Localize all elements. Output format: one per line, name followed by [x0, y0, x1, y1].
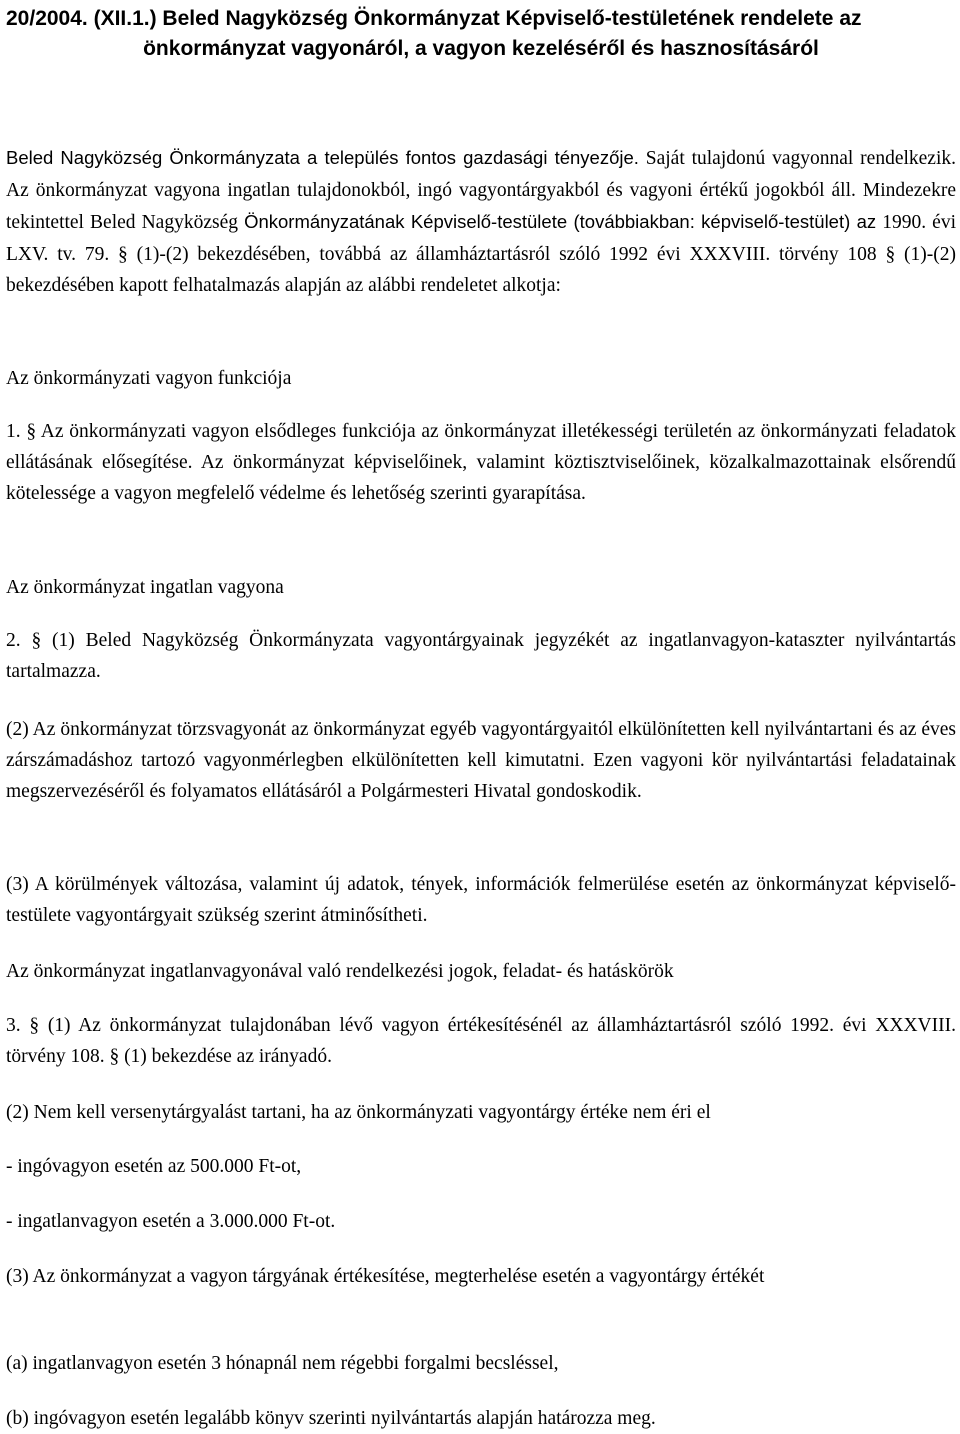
preamble-serif-1: Saját tulajdonú vagyonnal rendelkezik. — [638, 148, 956, 169]
section-2-paragraph-2: (2) Az önkormányzat törzsvagyonát az önkormányzat egyéb vagyontárgyaitól elkülönítetten kell nyilvántartani és az éves zárszámadáshoz tartozó vagyonmérlegben elkülönítetten kell kimutatni. Ezen vagyoni kör nyilvántartási feladatainak megszervezéséről és folyamatos ellátásáról a Polgármesteri Hivatal gondoskodik. — [6, 719, 956, 802]
section-3-paragraph-2: (2) Nem kell versenytárgyalást tartani, ha az önkormányzati vagyontárgy értéke nem éri el — [6, 1102, 711, 1123]
preamble-serif-4: 1990. évi LXV. tv. 79. § (1)-(2) bekezdésében, továbbá az államháztartásról szóló 1992 évi XXXVIII. törvény 108 § (1)-(2) bekezdésében kapott felhatalmazás alapján az alábbi rendeletet alkotja: — [6, 212, 957, 297]
section-heading-1: Az önkormányzati vagyon funkciója — [6, 368, 292, 389]
sub-item-b: (b) ingóvagyon esetén legalább könyv szerinti nyilvántartás alapján határozza meg. — [6, 1408, 656, 1429]
title-line-1: 20/2004. (XII.1.) Beled Nagyközség Önkormányzat Képviselő-testületének rendelete az — [6, 7, 862, 30]
section-3-paragraph-1: 3. § (1) Az önkormányzat tulajdonában lévő vagyon értékesítésénél az államháztartásról szóló 1992. évi XXXVIII. törvény 108. § (1) bekezdése az irányadó. — [6, 1015, 956, 1067]
section-2-paragraph-3: (3) A körülmények változása, valamint új adatok, tények, információk felmerülése esetén az önkormányzat képviselő-testülete vagyontárgyait szükség szerint átminősítheti. — [6, 874, 956, 926]
section-heading-3: Az önkormányzat ingatlanvagyonával való rendelkezési jogok, feladat- és hatáskörök — [6, 961, 674, 982]
preamble-serif-2: Az önkormányzat vagyona ingatlan tulajdonokból, ingó vagyontárgyakból és vagyoni értékű jogokból áll. — [6, 179, 856, 201]
section-heading-2: Az önkormányzat ingatlan vagyona — [6, 577, 284, 598]
list-item-ingatlan: - ingatlanvagyon esetén a 3.000.000 Ft-ot. — [6, 1211, 336, 1232]
section-3-paragraph-3: (3) Az önkormányzat a vagyon tárgyának értékesítése, megterhelése esetén a vagyontárgy értékét — [6, 1266, 765, 1287]
section-1-paragraph: 1. § Az önkormányzati vagyon elsődleges funkciója az önkormányzat illetékességi területén az önkormányzati feladatok ellátásának elősegítése. Az önkormányzat képviselőinek, valamint köztisztviselőinek, közalkalmazottainak elsőrendű kötelessége a vagyon megfelelő védelme és lehetőség szerinti gyarapítása. — [6, 421, 956, 504]
section-2-paragraph-1: 2. § (1) Beled Nagyközség Önkormányzata vagyontárgyainak jegyzékét az ingatlanvagyon-kataszter nyilvántartás tartalmazza. — [6, 630, 956, 682]
preamble-paragraph — [6, 142, 956, 302]
preamble-serif-3: Mindezekre tekintettel Beled Nagyközség — [6, 179, 956, 234]
sub-item-a: (a) ingatlanvagyon esetén 3 hónapnál nem régebbi forgalmi becsléssel, — [6, 1353, 559, 1374]
document-page — [6, 0, 957, 1429]
title-line-2: önkormányzat vagyonáról, a vagyon kezeléséről és hasznosításáról — [143, 37, 819, 60]
preamble-sans-1: Beled Nagyközség Önkormányzata a település fontos gazdasági tényezője. — [6, 147, 639, 168]
preamble-sans-2: Önkormányzatának Képviselő-testülete (továbbiakban: képviselő-testület) az — [244, 211, 877, 233]
list-item-ingo: - ingóvagyon esetén az 500.000 Ft-ot, — [6, 1156, 302, 1177]
document-title — [6, 4, 956, 64]
